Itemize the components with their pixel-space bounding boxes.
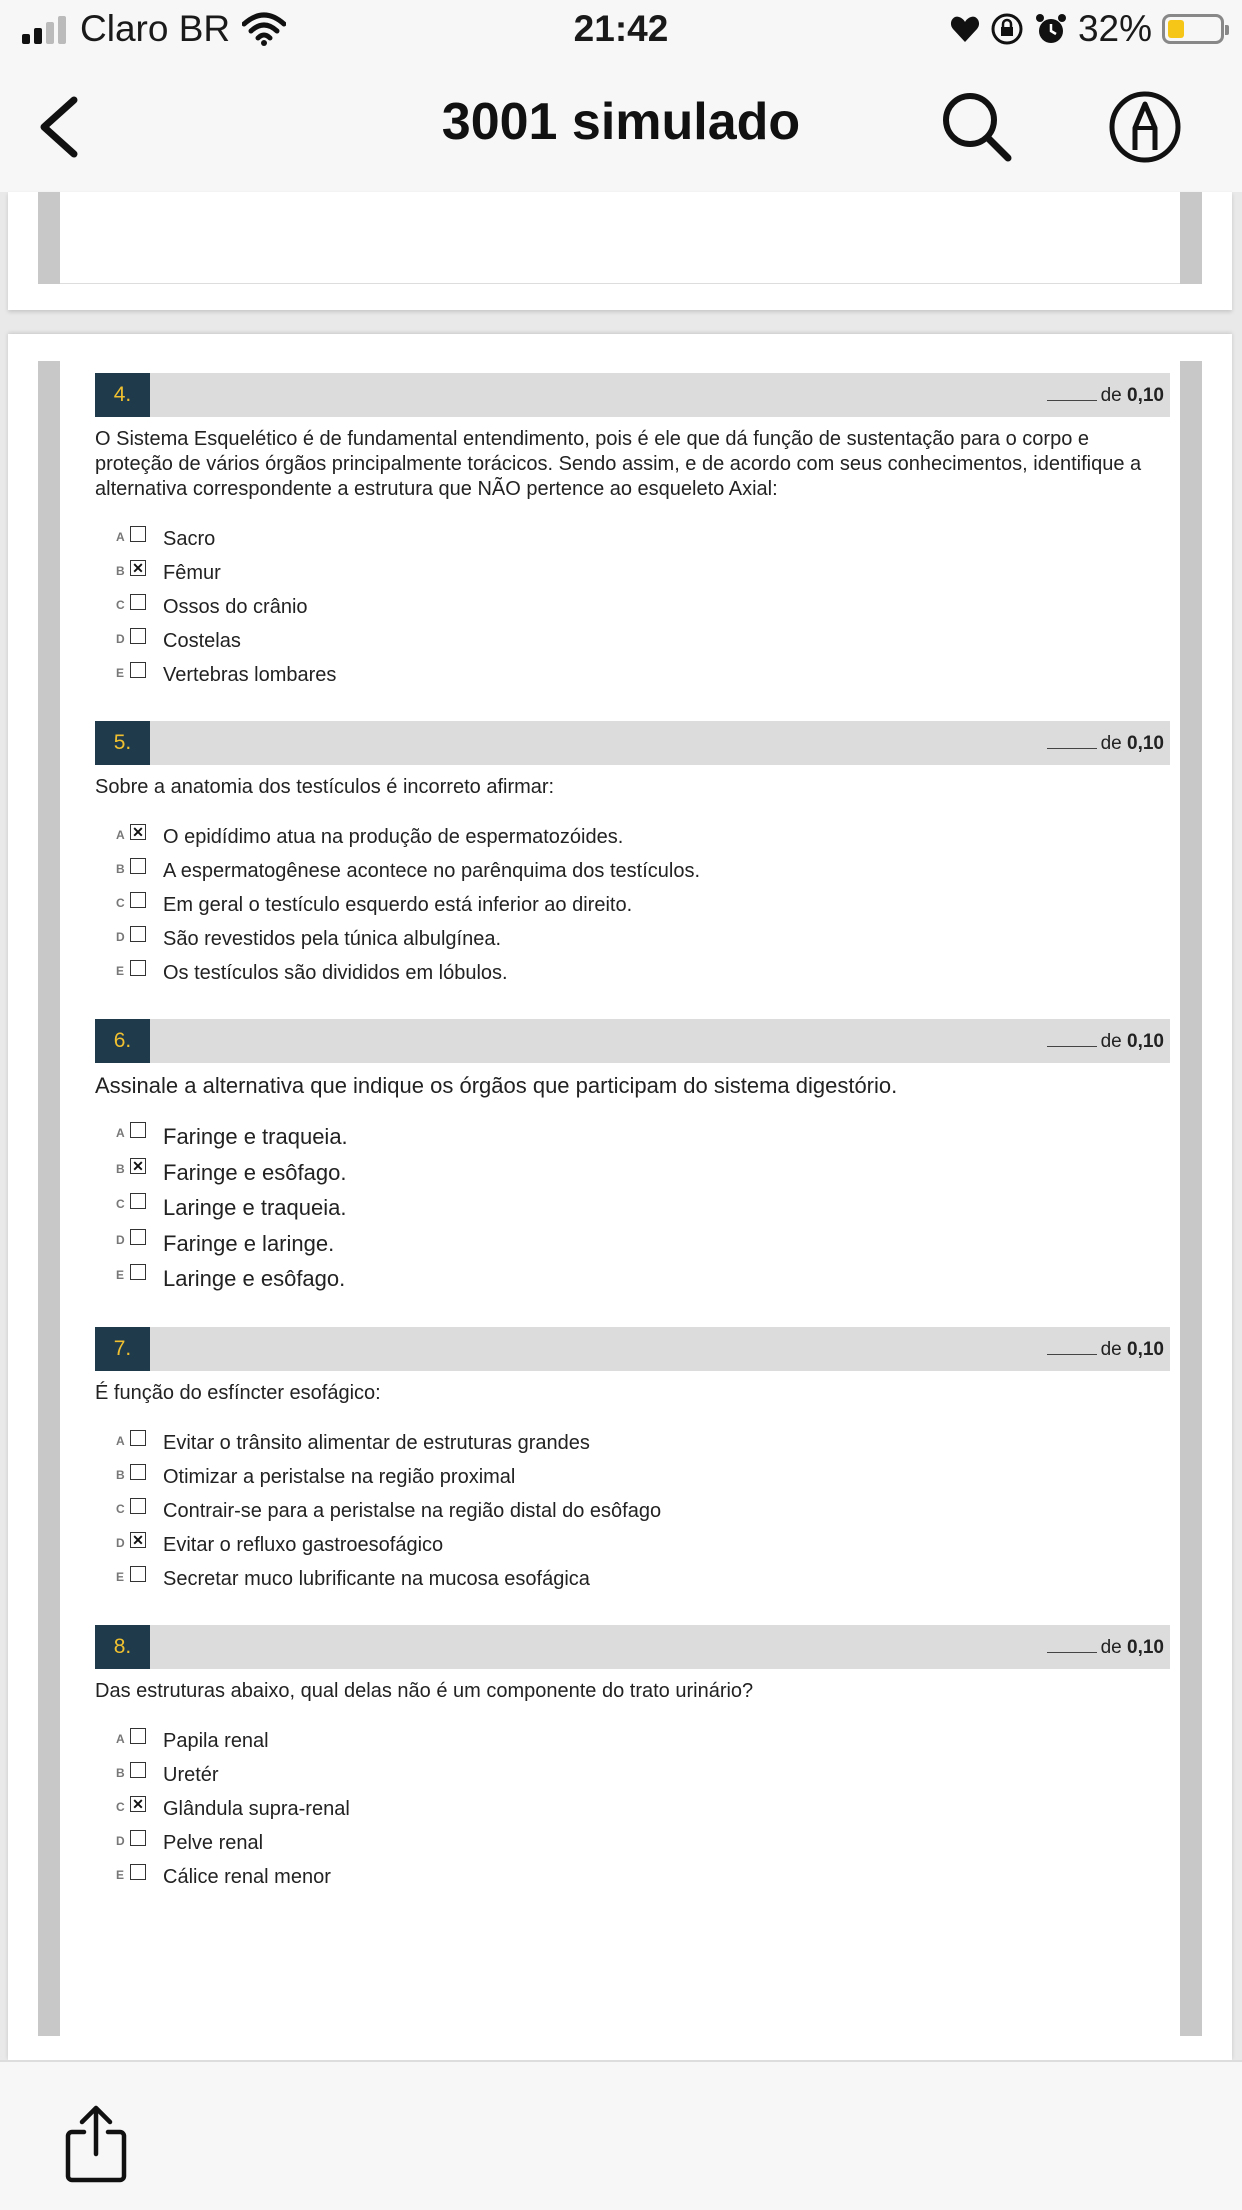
question-score: de 0,10 [1047,733,1164,755]
page-gutter-left [38,361,60,2036]
document-viewer[interactable] [0,192,1242,2060]
question-header [95,1019,1170,1063]
question-number: 6. [95,1019,150,1063]
checkbox[interactable] [130,1229,146,1245]
checkbox[interactable] [130,960,146,976]
question-text: É função do esfíncter esofágico: [95,1382,381,1404]
option-b[interactable]: B A espermatogênese acontece no parênquima dos testículos. [116,860,701,882]
option-d[interactable]: D São revestidos pela túnica albulgínea. [116,928,502,950]
question-5 [95,721,1170,994]
document-title: 3001 simulado [441,93,801,151]
question-score: de 0,10 [1047,1339,1164,1361]
option-b[interactable]: B ✕ Faringe e esôfago. [116,1157,347,1185]
checkbox[interactable] [130,628,146,644]
option-c[interactable]: C ✕ Glândula supra-renal [116,1796,350,1820]
page-gutter-right [1180,361,1202,2036]
options-list [95,526,1170,696]
option-d[interactable]: D Faringe e laringe. [116,1230,335,1256]
option-d[interactable]: D Costelas [116,630,241,652]
option-d[interactable]: D Pelve renal [116,1832,264,1854]
status-right [950,8,1224,50]
question-number: 4. [95,373,150,417]
question-score: de 0,10 [1047,1031,1164,1053]
option-b[interactable]: B Uretér [116,1764,219,1786]
carrier-name: Claro BR [80,8,231,49]
status-bar [0,0,1242,62]
question-header [95,373,1170,417]
checkbox[interactable] [130,1762,146,1778]
bottom-toolbar [0,2060,1242,2210]
option-e[interactable]: E Secretar muco lubrificante na mucosa esofágica [116,1568,590,1590]
option-e[interactable]: E Os testículos são divididos em lóbulos. [116,962,508,984]
checkbox[interactable]: ✕ [130,560,146,576]
question-number: 8. [95,1625,150,1669]
question-text: Sobre a anatomia dos testículos é incorreto afirmar: [95,776,555,798]
clock: 21:42 [573,8,669,49]
question-text: Das estruturas abaixo, qual delas não é um componente do trato urinário? [95,1680,754,1702]
page-gutter-right [1180,192,1202,284]
heart-icon [950,15,980,43]
option-d[interactable]: D ✕ Evitar o refluxo gastroesofágico [116,1532,444,1556]
options-list [95,1430,1170,1600]
checkbox[interactable] [130,1464,146,1480]
alarm-icon [1034,12,1068,46]
battery-icon [1162,14,1224,44]
rotation-lock-icon [990,12,1024,46]
option-a[interactable]: A Evitar o trânsito alimentar de estruturas grandes [116,1432,590,1454]
checkbox[interactable]: ✕ [130,1158,146,1174]
option-c[interactable]: C Laringe e traqueia. [116,1195,347,1220]
pdf-page [8,334,1232,2060]
question-score: de 0,10 [1047,385,1164,407]
options-list [95,1728,1170,1898]
checkbox[interactable]: ✕ [130,824,146,840]
option-a[interactable]: A ✕ O epidídimo atua na produção de espermatozóides. [116,824,624,848]
checkbox[interactable] [130,1566,146,1582]
question-6 [95,1019,1170,1300]
option-e[interactable]: E Vertebras lombares [116,664,337,686]
option-a[interactable]: A Faringe e traqueia. [116,1124,348,1149]
pen-icon[interactable] [1108,90,1182,164]
question-number: 5. [95,721,150,765]
option-e[interactable]: E Laringe e esôfago. [116,1266,346,1291]
checkbox[interactable] [130,1193,146,1209]
checkbox[interactable]: ✕ [130,1796,146,1812]
checkbox[interactable] [130,662,146,678]
question-8 [95,1625,1170,1898]
option-b[interactable]: B ✕ Fêmur [116,560,221,584]
checkbox[interactable]: ✕ [130,1532,146,1548]
question-header [95,1327,1170,1371]
question-7 [95,1327,1170,1600]
checkbox[interactable] [130,1430,146,1446]
checkbox[interactable] [130,892,146,908]
option-a[interactable]: A Papila renal [116,1730,269,1752]
checkbox[interactable] [130,526,146,542]
checkbox[interactable] [130,594,146,610]
option-c[interactable]: C Em geral o testículo esquerdo está inferior ao direito. [116,894,633,916]
option-a[interactable]: A Sacro [116,528,216,550]
page-gutter-left [38,192,60,284]
options-list [95,824,1170,994]
question-4 [95,373,1170,696]
question-text: O Sistema Esquelético é de fundamental entendimento, pois é ele que dá função de sustentação para o corpo e proteção de vários órgãos principalmente torácicos. Sendo assim, e de acordo com seus conhecimentos, identifique a alternativa correspondente a estrutura que NÃO pertence ao esqueleto Axial: [95,428,1142,500]
navigation-bar [0,62,1242,194]
checkbox[interactable] [130,1264,146,1280]
checkbox[interactable] [130,1498,146,1514]
question-score: de 0,10 [1047,1637,1164,1659]
checkbox[interactable] [130,858,146,874]
question-header [95,1625,1170,1669]
checkbox[interactable] [130,926,146,942]
checkbox[interactable] [130,1122,146,1138]
page-divider [60,283,1180,284]
question-number: 7. [95,1327,150,1371]
battery-percent: 32% [1077,8,1152,49]
option-c[interactable]: C Contrair-se para a peristalse na região distal do esôfago [116,1500,662,1522]
checkbox[interactable] [130,1830,146,1846]
pdf-page-previous [8,192,1232,310]
checkbox[interactable] [130,1728,146,1744]
question-text: Assinale a alternativa que indique os órgãos que participam do sistema digestório. [95,1073,898,1098]
question-header [95,721,1170,765]
checkbox[interactable] [130,1864,146,1880]
battery-level-fill [1168,20,1184,38]
option-e[interactable]: E Cálice renal menor [116,1866,331,1888]
search-icon[interactable] [940,90,1014,164]
share-icon[interactable] [62,2104,130,2184]
option-c[interactable]: C Ossos do crânio [116,596,308,618]
option-b[interactable]: B Otimizar a peristalse na região proximal [116,1466,516,1488]
options-list [95,1122,1170,1300]
